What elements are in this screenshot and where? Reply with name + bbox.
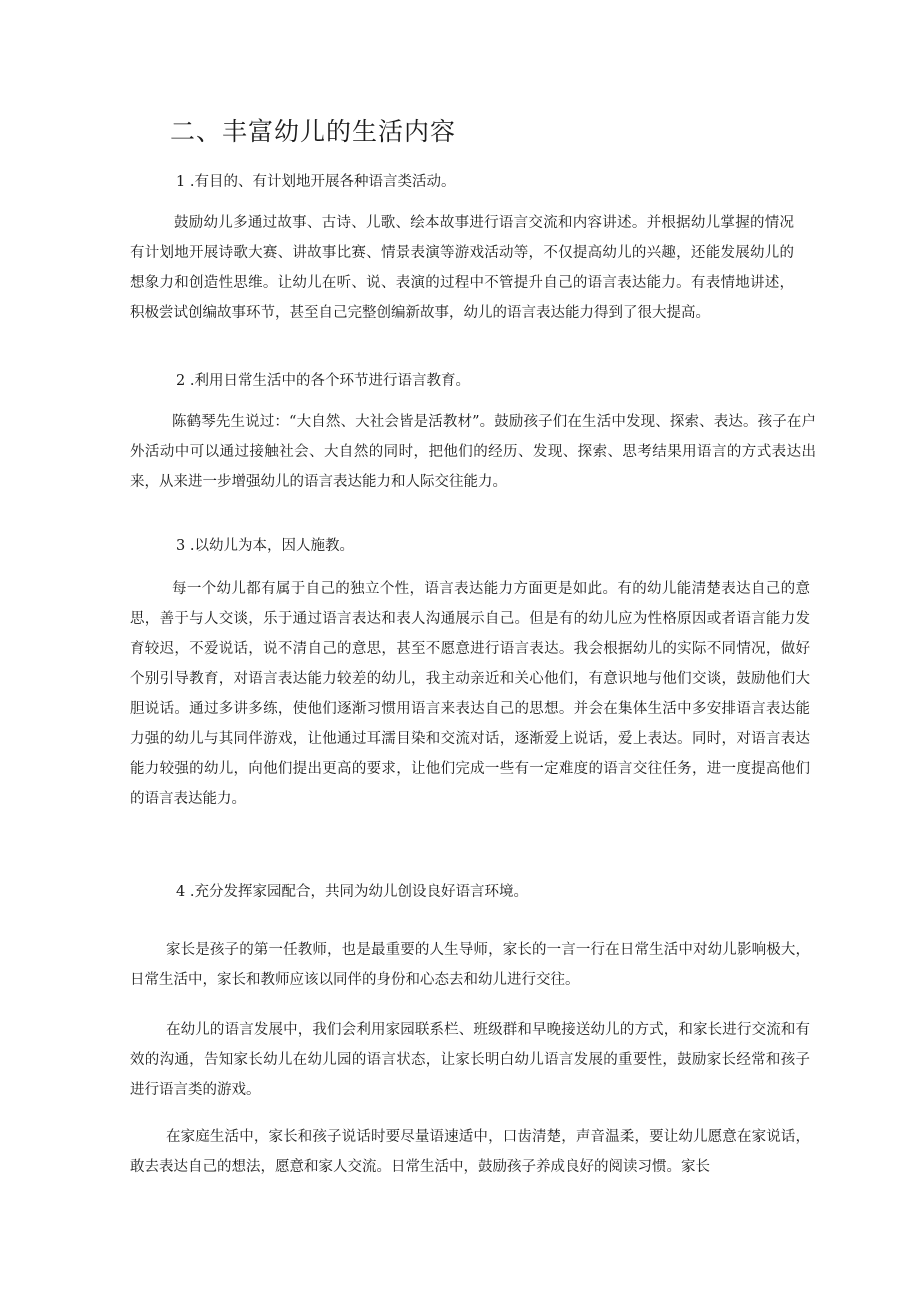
list-item-3: 3 .以幼儿为本，因人施教。	[176, 538, 354, 554]
paragraph-4: 家长是孩子的第一任教师，也是最重要的人生导师，家长的一言一行在日常生活中对幼儿影响极大，日常生活中，家长和教师应该以同伴的身份和心态去和幼儿进行交往。	[130, 942, 810, 988]
paragraph-3: 每一个幼儿都有属于自己的独立个性，语言表达能力方面更是如此。有的幼儿能清楚表达自己的意思，善于与人交谈，乐于通过语言表达和表人沟通展示自己。但是有的幼儿应为性格原因或者语言能力发育较迟，不爱说话，说不清自己的意思，甚至不愿意进行语言表达。我会根据幼儿的实际不同情况，做好个别引导教育，对语言表达能力较差的幼儿，我主动亲近和关心他们，有意识地与他们交谈，鼓励他们大胆说话。通过多讲多练，使他们逐渐习惯用语言来表达自己的思想。并会在集体生活中多安排语言表达能力强的幼儿与其同伴游戏，让他通过耳濡目染和交流对话，逐渐爱上说话，爱上表达。同时，对语言表达能力较强的幼儿，向他们提出更高的要求，让他们完成一些有一定难度的语言交往任务，进一度提高他们的语言表达能力。	[130, 581, 810, 807]
paragraph-6: 在家庭生活中，家长和孩子说话时要尽量语速适中，口齿清楚，声音温柔，要让幼儿愿意在家说话，敢去表达自己的想法，愿意和家人交流。日常生活中，鼓励孩子养成良好的阅读习惯。家长	[130, 1129, 810, 1175]
paragraph-1: 鼓励幼儿多通过故事、古诗、儿歌、绘本故事进行语言交流和内容讲述。并根据幼儿掌握的情况有计划地开展诗歌大赛、讲故事比赛、情景表演等游戏活动等，不仅提高幼儿的兴趣，还能发展幼儿的想象力和创造性思维。让幼儿在听、说、表演的过程中不管提升自己的语言表达能力。有表情地讲述，积极尝试创编故事环节，甚至自己完整创编新故事，幼儿的语言表达能力得到了很大提高。	[130, 215, 794, 321]
list-item-1: 1 .有目的、有计划地开展各种语言类活动。	[176, 174, 456, 190]
section-heading: 二、丰富幼儿的生活内容	[170, 117, 457, 146]
paragraph-5: 在幼儿的语言发展中，我们会利用家园联系栏、班级群和早晚接送幼儿的方式，和家长进行交流和有效的沟通，告知家长幼儿在幼儿园的语言状态，让家长明白幼儿语言发展的重要性，鼓励家长经常和孩子进行语言类的游戏。	[130, 1022, 810, 1098]
list-item-2: 2 .利用日常生活中的各个环节进行语言教育。	[176, 373, 470, 389]
paragraph-2: 陈鹤琴先生说过：“大自然、大社会皆是活教材”。鼓励孩子们在生活中发现、探索、表达。孩子在户外活动中可以通过接触社会、大自然的同时，把他们的经历、发现、探索、思考结果用语言的方式表达出来，从来进一步增强幼儿的语言表达能力和人际交往能力。	[130, 414, 816, 490]
list-item-4: 4 .充分发挥家园配合，共同为幼儿创设良好语言环境。	[176, 884, 528, 900]
